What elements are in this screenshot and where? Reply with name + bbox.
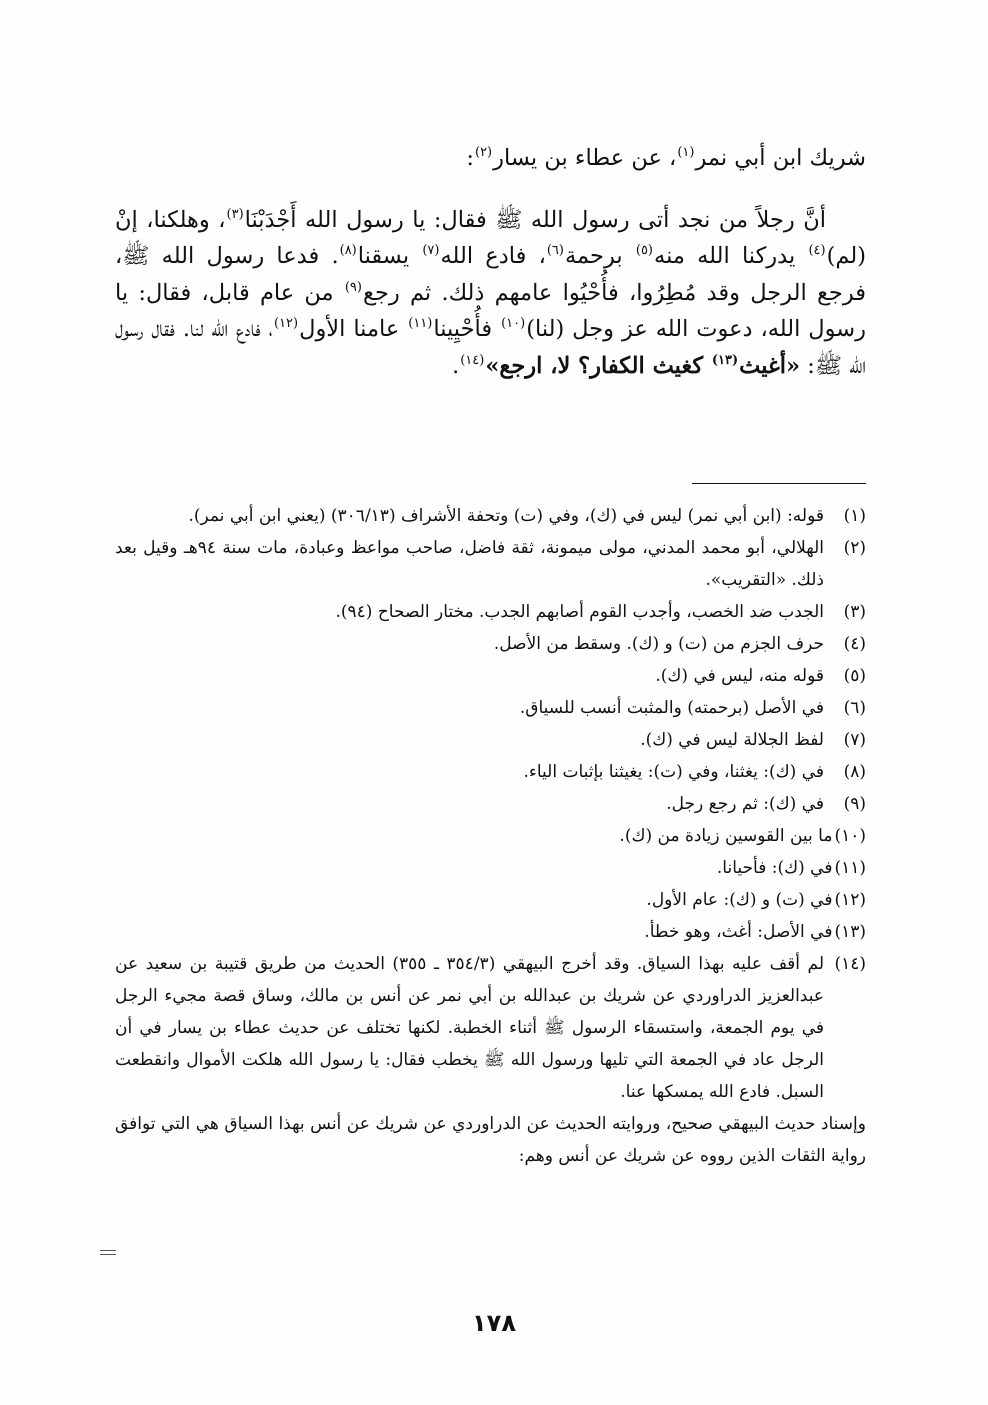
footnote-text: في (ك): يغثنا، وفي (ت): يغيثنا بإثبات الياء. bbox=[523, 762, 824, 782]
footnote-ref-2: (٢) bbox=[474, 145, 493, 160]
hadith-segment: . فدعا رسول الله ﷺ، فرجع الرجل وقد مُطِرُوا، فأُحْيُوا عامهم ذلك. ثم رجع bbox=[115, 243, 867, 306]
footnote-number: (٢) bbox=[843, 538, 866, 558]
footnote-ref-13: (١٣) bbox=[711, 352, 739, 368]
footnote-text: ما بين القوسين زيادة من (ك). bbox=[619, 826, 833, 846]
hadith-segment: يدركنا الله منه bbox=[654, 243, 808, 269]
footnote-text: قوله: (ابن أبي نمر) ليس في (ك)، وفي (ت) وتحفة الأشراف (٣٠٦/١٣) (يعني ابن أبي نمر). bbox=[188, 506, 824, 526]
footnote-number: (١٤) bbox=[834, 954, 866, 974]
hadith-segment: من عام قابل، فقال: يا رسول الله، دعوت الله عز وجل (لنا) bbox=[115, 279, 866, 342]
footnote-ref-4: (٤) bbox=[808, 243, 826, 258]
footnote-ref-9: (٩) bbox=[344, 279, 362, 295]
hadith-segment: برحمة bbox=[564, 243, 635, 269]
footnote-number: (١٣) bbox=[834, 922, 866, 942]
footnote-item bbox=[115, 756, 866, 788]
footnote-number: (١٢) bbox=[834, 890, 866, 910]
margin-mark bbox=[100, 1247, 116, 1257]
isnad-text-1: شريك ابن أبي نمر bbox=[695, 145, 866, 171]
hadith-segment: ، فادع الله لنا. فقال رسول الله ﷺ: bbox=[115, 316, 866, 379]
footnote-item bbox=[115, 532, 866, 596]
footnote-number: (٥) bbox=[843, 666, 866, 686]
footnote-number: (١٠) bbox=[834, 826, 866, 846]
footnote-item bbox=[115, 724, 866, 756]
isnad-line bbox=[115, 140, 866, 177]
footnote-ref-11: (١١) bbox=[408, 316, 433, 331]
hadith-segment: . bbox=[452, 352, 460, 379]
hadith-segment: ، وهلكنا، إنْ (لم) bbox=[115, 206, 866, 269]
footnote-ref-10: (١٠) bbox=[501, 316, 526, 331]
footnote-text: لم أقف عليه بهذا السياق. وقد أخرج البيهقي (٣٥٤/٣ ـ ٣٥٥) الحديث من طريق قتيبة بن سعيد عن عبدالعزيز الدراوردي عن شريك بن عبدالله بن أبي نمر عن أنس بن مالك، وساق قصة مجيء الرجل في يوم الجمعة، واستسقاء الرسول ﷺ أثناء الخطبة. لكنها تختلف عن حديث عطاء بن يسار في أن الرجل عاد في الجمعة التي تليها ورسول الله ﷺ يخطب فقال: يا رسول الله هلكت الأموال وانقطعت السبل. فادع الله يمسكها عنا. bbox=[115, 954, 824, 1102]
footnote-item bbox=[115, 596, 866, 628]
footnote-ref-8: (٨) bbox=[339, 243, 357, 258]
footnote-number: (١) bbox=[843, 506, 866, 526]
footnote-ref-6: (٦) bbox=[546, 243, 564, 258]
footnote-text: في (ت) و (ك): عام الأول. bbox=[646, 890, 833, 910]
footnote-item bbox=[115, 788, 866, 820]
hadith-segment: يسقنا bbox=[357, 243, 422, 269]
footnote-ref-3: (٣) bbox=[226, 206, 244, 222]
prophet-quote-end: كغيث الكفار؟ لا، ارجع» bbox=[485, 352, 711, 379]
footnote-item bbox=[115, 852, 866, 884]
footnote-text: قوله منه، ليس في (ك). bbox=[655, 666, 824, 686]
footnote-ref-1: (١) bbox=[677, 145, 695, 160]
footnote-continuation: وإسناد حديث البيهقي صحيح، وروايته الحديث عن الدراوردي عن شريك عن أنس بهذا السياق هي التي توافق رواية الثقات الذين رووه عن شريك عن أنس وهم: bbox=[115, 1114, 866, 1166]
footnote-number: (٤) bbox=[843, 634, 866, 654]
footnote-number: (٨) bbox=[843, 762, 866, 782]
isnad-text-2: ، عن عطاء بن يسار bbox=[493, 145, 677, 171]
footnote-ref-12: (١٢) bbox=[273, 316, 299, 331]
prophet-quote-start: «أغيث bbox=[739, 352, 801, 379]
footnote-number: (٧) bbox=[843, 730, 866, 750]
footnote-item bbox=[115, 884, 866, 916]
footnote-item bbox=[115, 916, 866, 948]
footnote-text: حرف الجزم من (ت) و (ك). وسقط من الأصل. bbox=[493, 634, 824, 654]
footnotes bbox=[115, 500, 866, 1172]
hadith-segment: عامنا الأول bbox=[299, 316, 408, 342]
footnote-text: في الأصل (برحمته) والمثبت أنسب للسياق. bbox=[519, 698, 824, 718]
page-number: ١٧٨ bbox=[472, 1309, 516, 1337]
footnote-item bbox=[115, 660, 866, 692]
footnote-text: في (ك): فأحيانا. bbox=[716, 858, 833, 878]
footnote-item bbox=[115, 820, 866, 852]
footnote-number: (١١) bbox=[834, 858, 866, 878]
footnote-number: (٦) bbox=[843, 698, 866, 718]
hadith-segment: ، فادع الله bbox=[440, 243, 546, 269]
footnote-item bbox=[115, 628, 866, 660]
hadith-segment: أنَّ رجلاً من نجد أتى رسول الله ﷺ فقال: يا رسول الله أَجْدَبْنَا bbox=[244, 206, 826, 233]
footnote-ref-14: (١٤) bbox=[460, 352, 485, 368]
footnote-ref-7: (٧) bbox=[422, 243, 440, 258]
footnote-number: (٣) bbox=[843, 602, 866, 622]
hadith-text bbox=[115, 202, 866, 385]
footnote-ref-5: (٥) bbox=[635, 243, 653, 258]
footnote-text: الجدب ضد الخصب، وأجدب القوم أصابهم الجدب. مختار الصحاح (٩٤). bbox=[335, 602, 824, 622]
footnote-text: في الأصل: أغث، وهو خطأ. bbox=[644, 922, 833, 942]
main-text bbox=[115, 140, 866, 384]
footnote-text: في (ك): ثم رجع رجل. bbox=[666, 794, 824, 814]
footnote-item bbox=[115, 948, 866, 1108]
isnad-text-3: : bbox=[466, 145, 474, 171]
footnote-item bbox=[115, 692, 866, 724]
footnote-text: لفظ الجلالة ليس في (ك). bbox=[640, 730, 824, 750]
hadith-segment: فأُحْيِينا bbox=[433, 316, 501, 342]
footnote-item bbox=[115, 500, 866, 532]
footnote-separator bbox=[692, 483, 866, 484]
footnote-number: (٩) bbox=[843, 794, 866, 814]
footnote-text: الهلالي، أبو محمد المدني، مولى ميمونة، ثقة فاضل، صاحب مواعظ وعبادة، مات سنة ٩٤هـ وقيل بعد ذلك. «التقريب». bbox=[115, 538, 825, 590]
